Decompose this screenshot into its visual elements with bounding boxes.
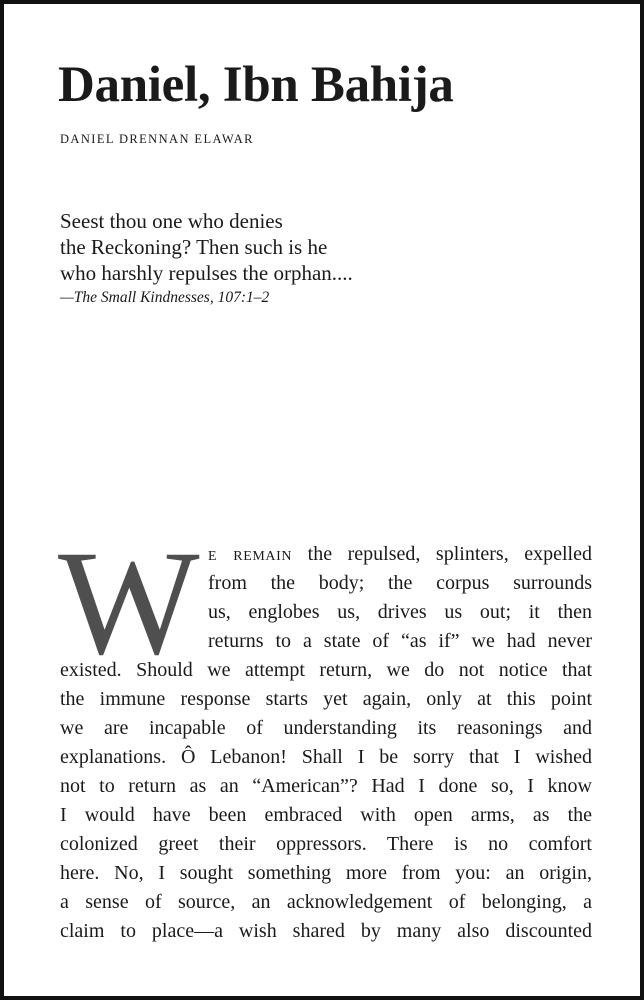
body-line: from the body; the corpus surrounds — [208, 572, 592, 594]
body-line: returns to a state of “as if” we had never — [208, 630, 592, 652]
body-line: we are incapable of understanding its reasonings and — [60, 717, 592, 739]
body-line: us, englobes us, drives us out; it then — [208, 601, 592, 623]
epigraph-source: —The Small Kindnesses, 107:1–2 — [60, 289, 270, 306]
epigraph — [60, 208, 520, 309]
body-line: colonized greet their oppressors. There is no comfort — [60, 833, 592, 855]
body-line: existed. Should we attempt return, we do not notice that — [60, 659, 592, 681]
drop-cap: W — [58, 520, 200, 686]
author-byline: DANIEL DRENNAN ELAWAR — [60, 132, 254, 146]
epigraph-line: Seest thou one who denies — [60, 209, 283, 233]
epigraph-line: who harshly repulses the orphan.... — [60, 261, 353, 285]
body-line — [208, 540, 592, 569]
body-line: explanations. Ô Lebanon! Shall I be sorry that I wished — [60, 746, 592, 768]
body-line: not to return as an “American”? Had I done so, I know — [60, 775, 592, 797]
body-line: a sense of source, an acknowledgement of belonging, a — [60, 891, 592, 913]
body-line: the immune response starts yet again, only at this point — [60, 688, 592, 710]
body-line: here. No, I sought something more from you: an origin, — [60, 862, 592, 884]
article-title: Daniel, Ibn Bahija — [58, 57, 454, 113]
epigraph-line: the Reckoning? Then such is he — [60, 235, 328, 259]
body-line: I would have been embraced with open arms, as the — [60, 804, 592, 826]
body-line-text: the repulsed, splinters, expelled — [292, 543, 592, 565]
body-line: claim to place—a wish shared by many also discounted — [60, 920, 592, 942]
lead-in: e remain — [208, 543, 293, 565]
